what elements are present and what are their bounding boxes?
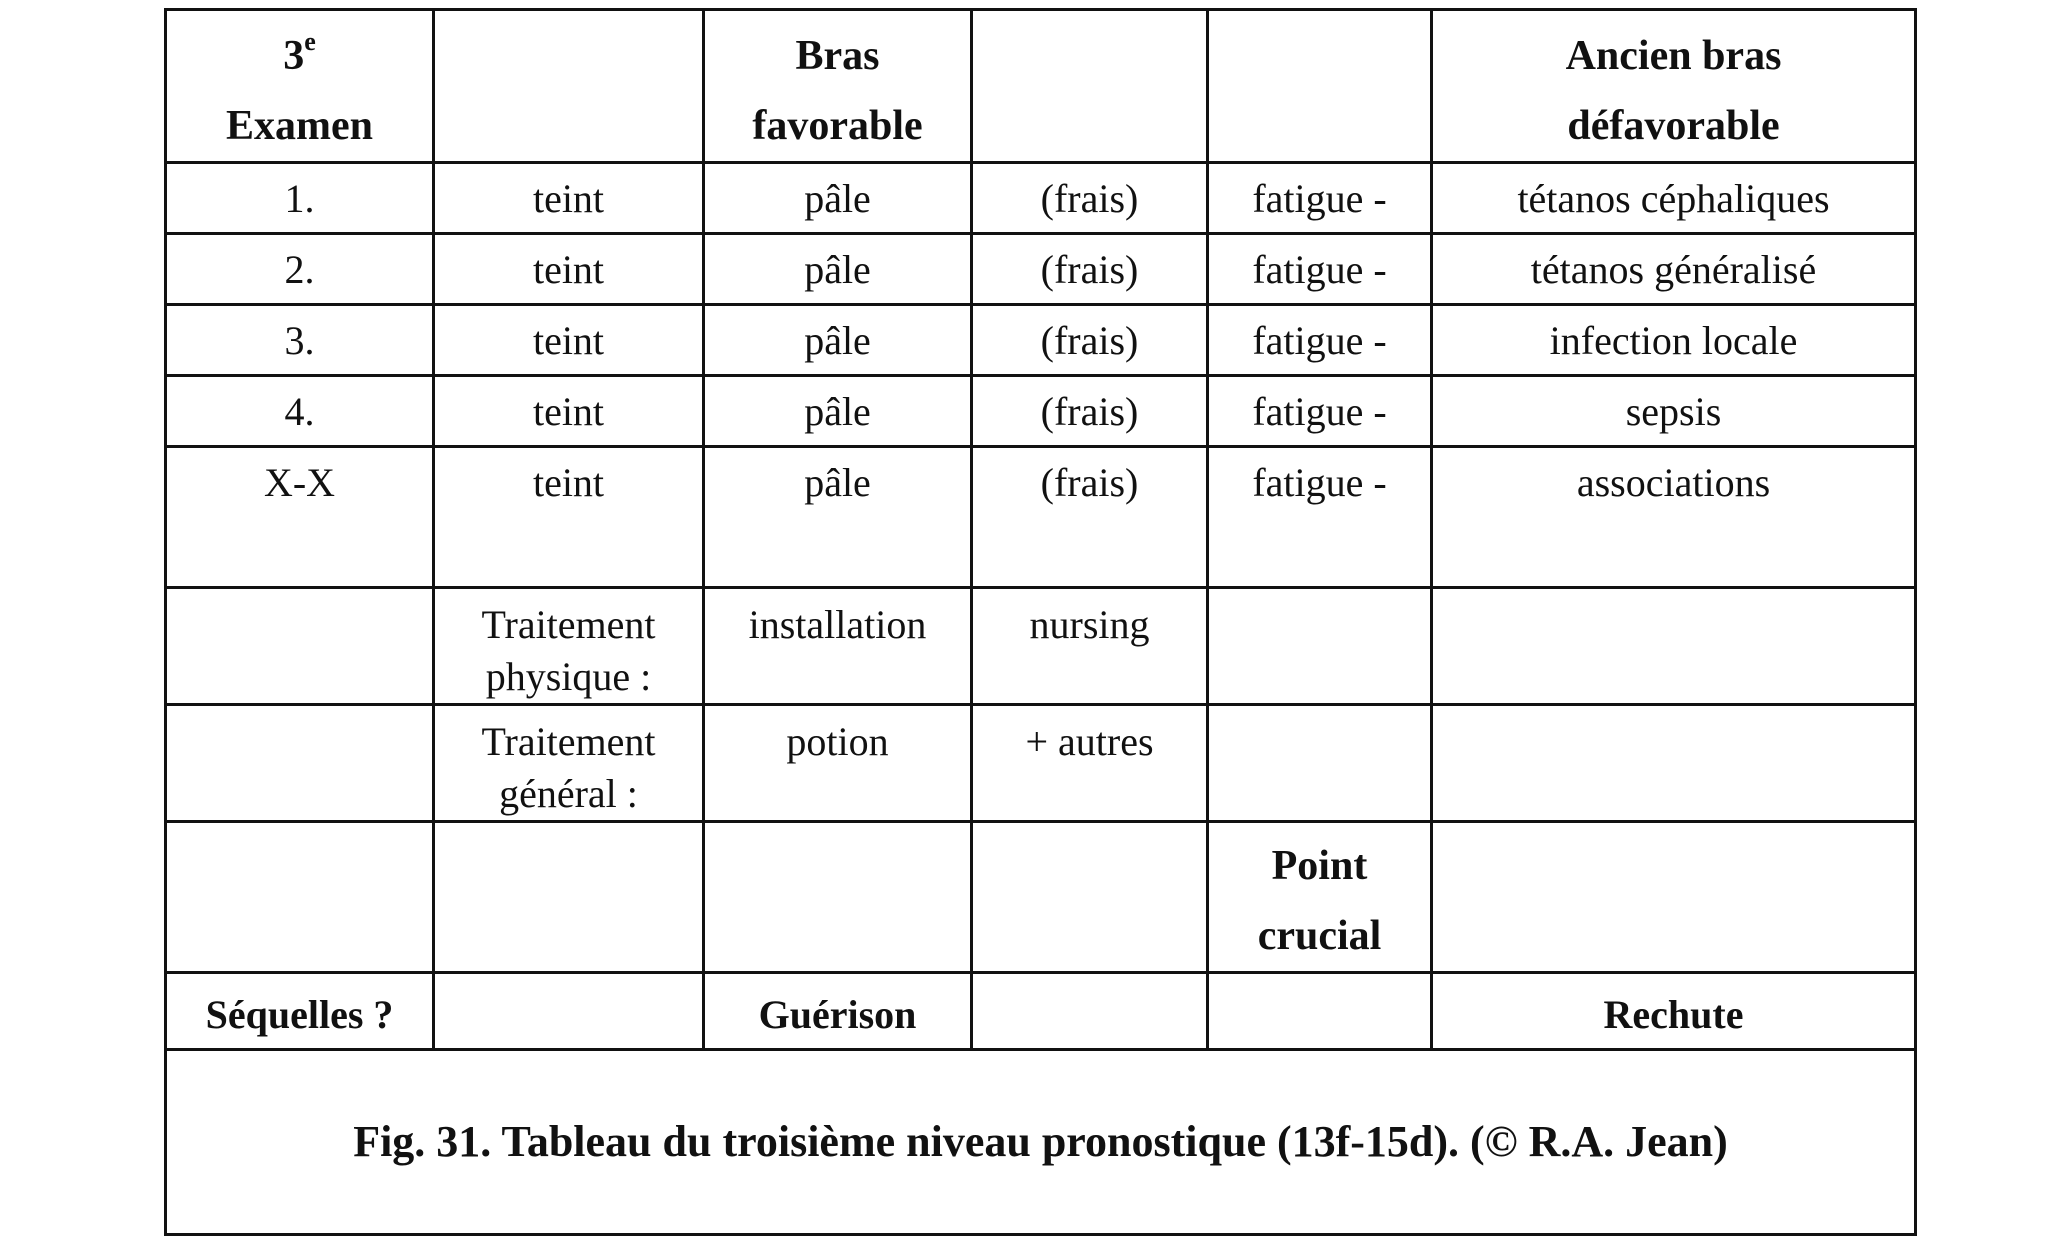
general-treatment-label-line2: général : [499,771,638,816]
header-exam [166,10,434,163]
empty-cell [1208,588,1432,705]
header-exam-word: Examen [226,103,373,149]
row-condition: tétanos généralisé [1432,234,1916,305]
empty-cell [1208,705,1432,822]
row-fresh: (frais) [972,234,1208,305]
row-number: 3. [166,305,434,376]
outcome-row [166,973,1916,1050]
row-condition: infection locale [1432,305,1916,376]
row-fatigue: fatigue - [1208,447,1432,588]
header-favorable-line2: favorable [752,103,923,149]
row-fresh: (frais) [972,163,1208,234]
row-pale: pâle [704,447,972,588]
header-row [166,10,1916,163]
empty-cell [972,822,1208,973]
row-fatigue: fatigue - [1208,234,1432,305]
empty-cell [972,973,1208,1050]
row-fatigue: fatigue - [1208,163,1432,234]
row-condition: associations [1432,447,1916,588]
row-number: X-X [166,447,434,588]
header-empty-col5 [1208,10,1432,163]
table-row [166,376,1916,447]
empty-cell [1432,705,1916,822]
figure-caption: Fig. 31. Tableau du troisième niveau pronostique (13f-15d). (© R.A. Jean) [166,1050,1916,1235]
empty-cell [1432,588,1916,705]
empty-cell [166,588,434,705]
physical-treatment-item2: nursing [972,588,1208,705]
header-unfavorable-arm [1432,10,1916,163]
physical-treatment-label [434,588,704,705]
table-row [166,305,1916,376]
row-condition: tétanos céphaliques [1432,163,1916,234]
row-complexion: teint [434,163,704,234]
header-exam-number: 3 [283,33,305,79]
physical-treatment-label-line1: Traitement [481,602,656,647]
empty-cell [166,705,434,822]
row-fatigue: fatigue - [1208,376,1432,447]
header-favorable-line1: Bras [795,33,880,79]
empty-cell [166,822,434,973]
empty-cell [434,973,704,1050]
row-condition: sepsis [1432,376,1916,447]
table-row [166,163,1916,234]
general-treatment-label-line1: Traitement [481,719,656,764]
general-treatment-row [166,705,1916,822]
row-complexion: teint [434,376,704,447]
empty-cell [1432,822,1916,973]
table-row [166,447,1916,588]
general-treatment-label [434,705,704,822]
header-unfavorable-line2: défavorable [1567,103,1780,149]
row-number: 2. [166,234,434,305]
empty-cell [434,822,704,973]
prognosis-table [164,8,1917,1236]
row-fresh: (frais) [972,447,1208,588]
physical-treatment-row [166,588,1916,705]
row-number: 1. [166,163,434,234]
row-fatigue: fatigue - [1208,305,1432,376]
caption-row [166,1050,1916,1235]
row-complexion: teint [434,305,704,376]
row-complexion: teint [434,234,704,305]
header-exam-superscript: e [304,27,316,56]
outcome-relapse: Rechute [1432,973,1916,1050]
crucial-point-line1: Point [1271,843,1368,889]
header-empty-col2 [434,10,704,163]
header-unfavorable-line1: Ancien bras [1565,33,1782,79]
crucial-point [1208,822,1432,973]
empty-cell [1208,973,1432,1050]
empty-cell [704,822,972,973]
table-row [166,234,1916,305]
row-number: 4. [166,376,434,447]
crucial-point-row [166,822,1916,973]
row-fresh: (frais) [972,305,1208,376]
header-empty-col4 [972,10,1208,163]
physical-treatment-label-line2: physique : [485,654,652,699]
physical-treatment-item1: installation [704,588,972,705]
general-treatment-item1: potion [704,705,972,822]
outcome-sequelae: Séquelles ? [166,973,434,1050]
general-treatment-item2: + autres [972,705,1208,822]
row-fresh: (frais) [972,376,1208,447]
row-pale: pâle [704,376,972,447]
row-pale: pâle [704,305,972,376]
row-pale: pâle [704,234,972,305]
crucial-point-line2: crucial [1257,913,1382,959]
header-favorable-arm [704,10,972,163]
outcome-healing: Guérison [704,973,972,1050]
row-complexion: teint [434,447,704,588]
row-pale: pâle [704,163,972,234]
